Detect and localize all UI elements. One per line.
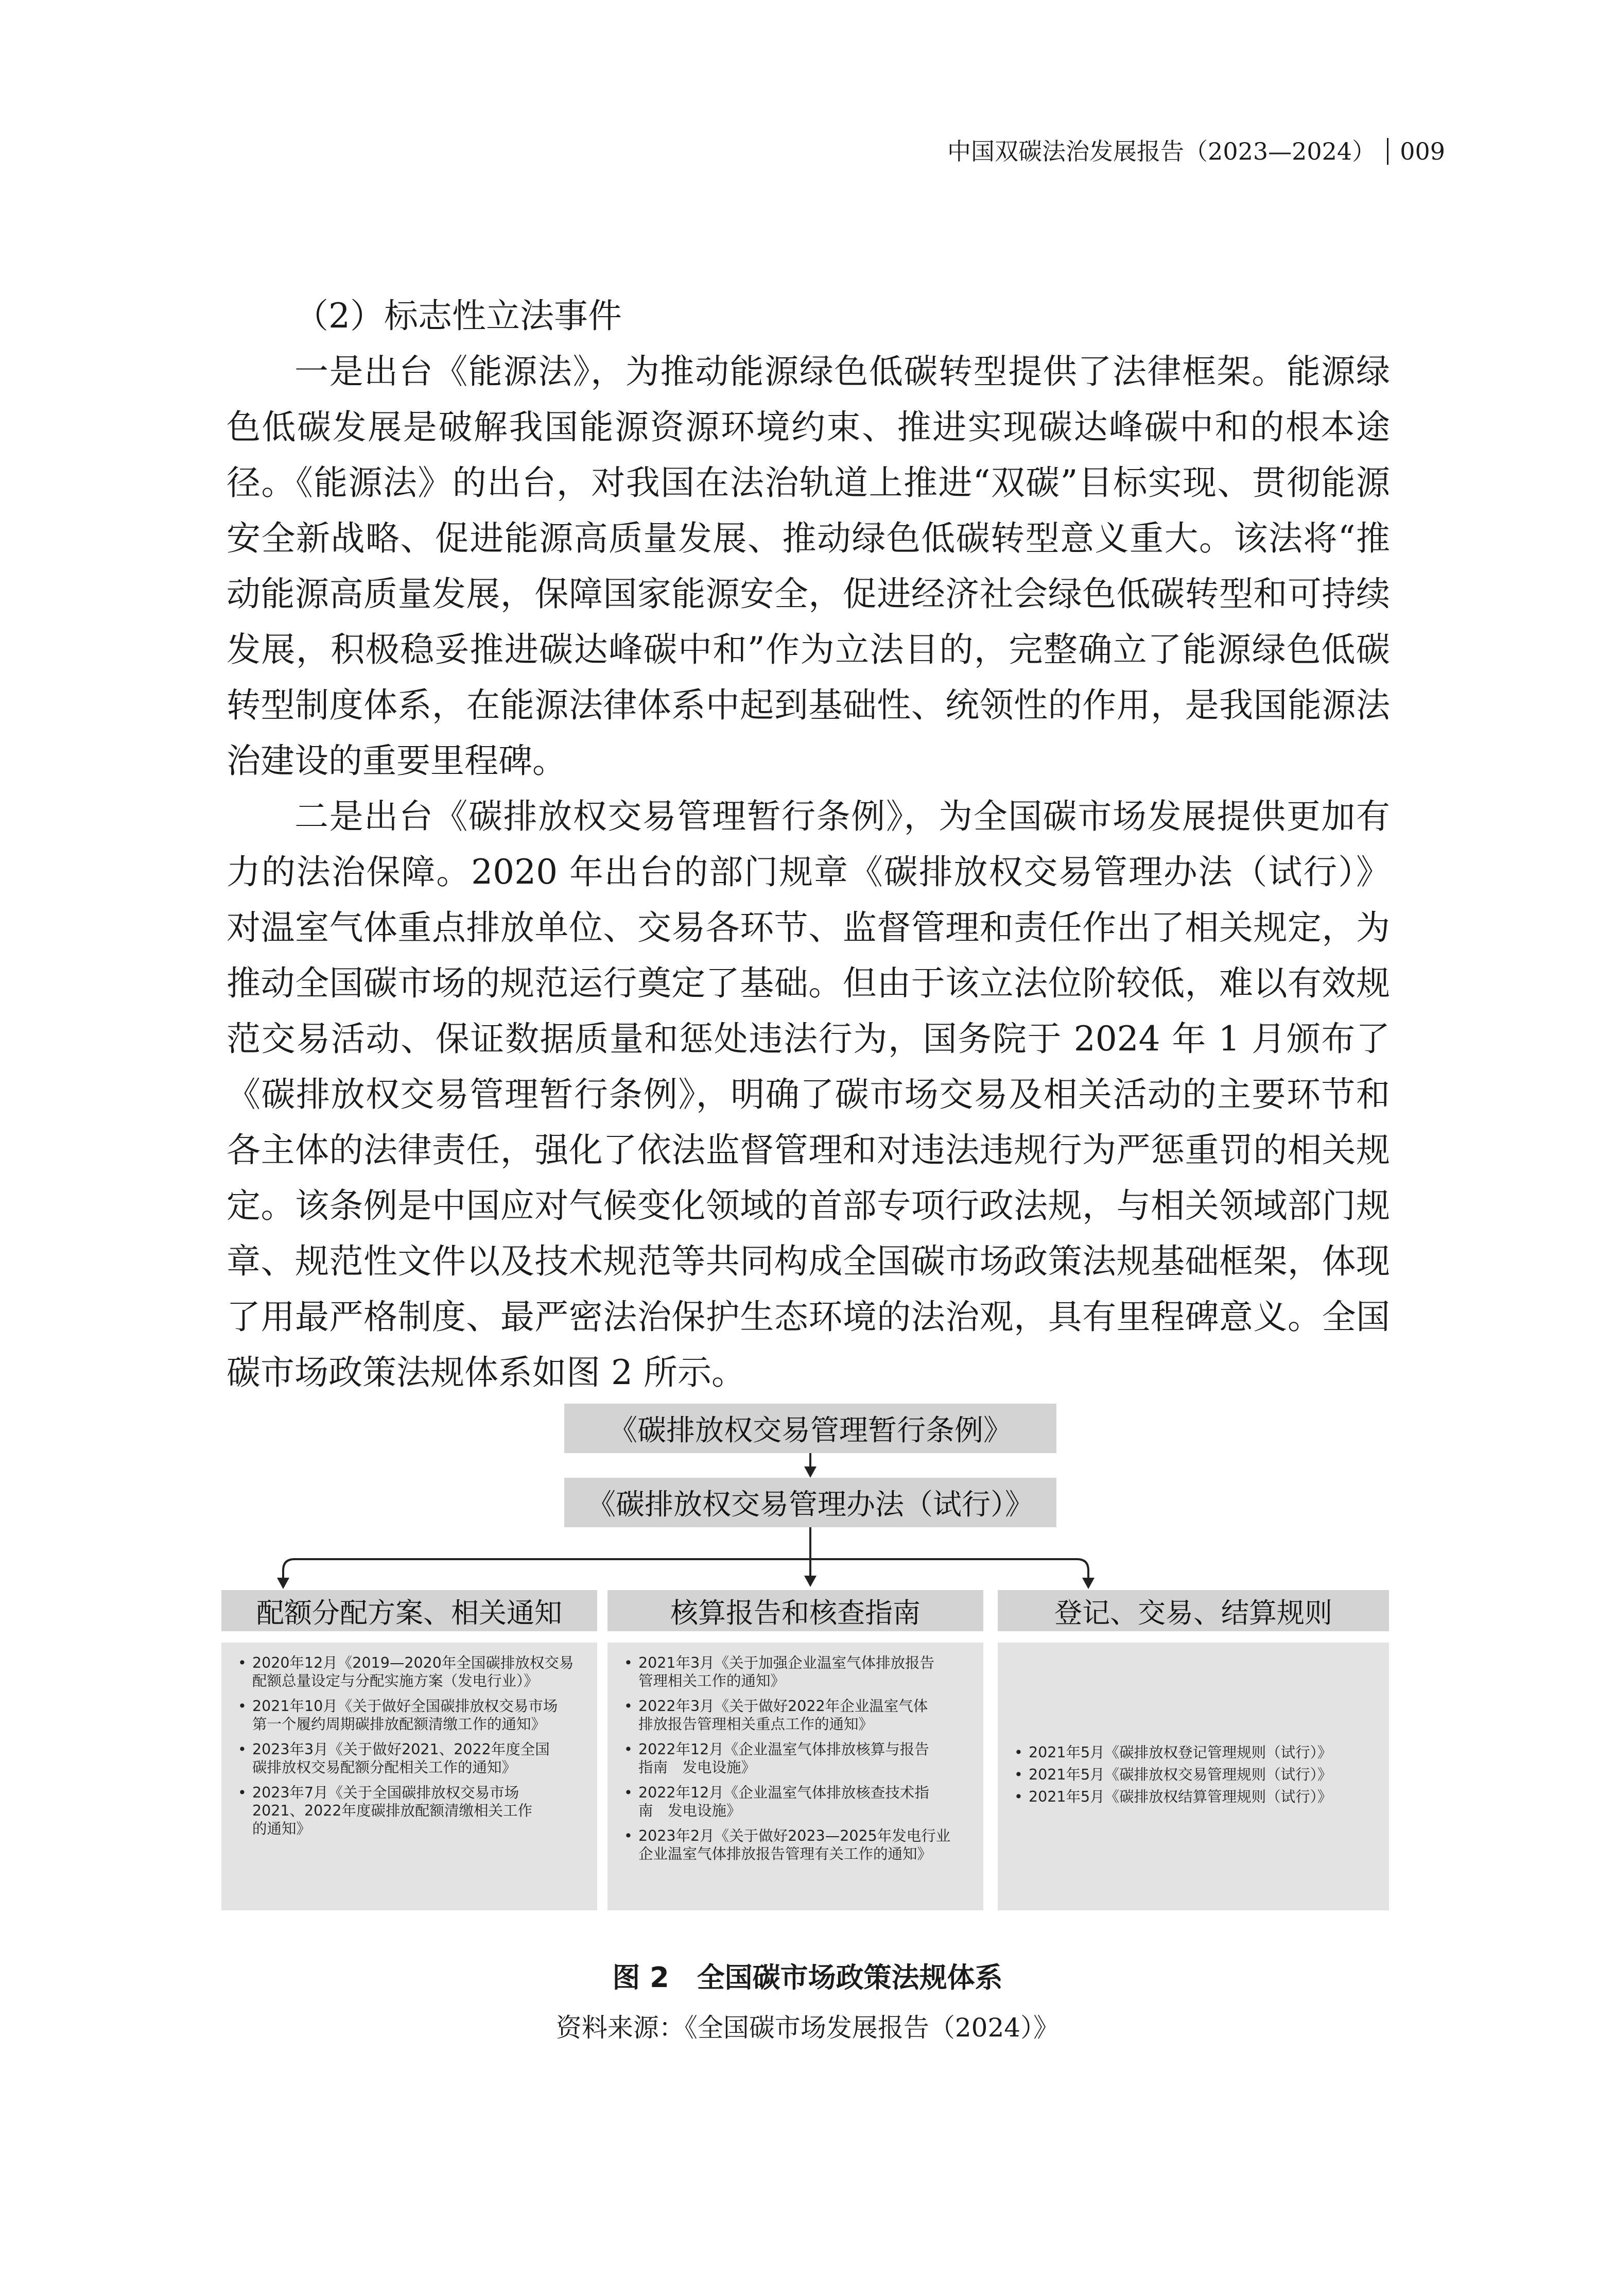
header-divider — [1387, 138, 1388, 165]
figure-caption: 图 2 全国碳市场政策法规体系 — [612, 1961, 1003, 1994]
list-item: • 2022年12月《企业温室气体排放核查技术指 南 发电设施》 — [621, 1784, 970, 1820]
body-text — [227, 288, 1390, 1401]
regulation-box: 《碳排放权交易管理暂行条例》 — [564, 1404, 1056, 1453]
category-allocation: 配额分配方案、相关通知 — [221, 1590, 597, 1631]
policy-framework-figure — [221, 1390, 1395, 1936]
running-header — [947, 138, 1445, 165]
section-heading: （2）标志性立法事件 — [294, 296, 622, 336]
list-item: • 2023年7月《关于全国碳排放权交易市场 2021、2022年度碳排放配额清缴相关工作 的通知》 — [235, 1784, 584, 1838]
list-item: • 2023年3月《关于做好2021、2022年度全国 碳排放权交易配额分配相关工作的通知》 — [235, 1740, 584, 1776]
list-item: • 2023年2月《关于做好2023—2025年发电行业 企业温室气体排放报告管理有关工作的通知》 — [621, 1827, 970, 1863]
paragraph-carbon-regulation: 二是出台《碳排放权交易管理暂行条例》，为全国碳市场发展提供更加有力的法治保障。2020 年出台的部门规章《碳排放权交易管理办法（试行）》对温室气体重点排放单位、交易各环节、监督管理和责任作出了相关规定，为推动全国碳市场的规范运行奠定了基础。但由于该立法位阶较低，难以有效规范交易活动、保证数据质量和惩处违法行为，国务院于 2024 年 1 月颁布了《碳排放权交易管理暂行条例》，明确了碳市场交易及相关活动的主要环节和各主体的法律责任，强化了依法监督管理和对违法违规行为严惩重罚的相关规定。该条例是中国应对气候变化领域的首部专项行政法规，与相关领域部门规章、规范性文件以及技术规范等共同构成全国碳市场政策法规基础框架，体现了用最严格制度、最严密法治保护生态环境的法治观，具有里程碑意义。全国碳市场政策法规体系如图 2 所示。 — [227, 797, 1390, 1392]
list-item: • 2021年3月《关于加强企业温室气体排放报告 管理相关工作的通知》 — [621, 1654, 970, 1690]
page-number: 009 — [1400, 137, 1445, 165]
list-item: • 2022年3月《关于做好2022年企业温室气体 排放报告管理相关重点工作的通知》 — [621, 1697, 970, 1733]
list-item: • 2020年12月《2019—2020年全国碳排放权交易 配额总量设定与分配实施方案（发电行业）》 — [235, 1654, 584, 1690]
allocation-list — [221, 1643, 597, 1910]
list-item: • 2021年5月《碳排放权交易管理规则（试行）》 — [1011, 1766, 1376, 1784]
registration-list — [998, 1643, 1389, 1910]
paragraph-energy-law: 一是出台《能源法》，为推动能源绿色低碳转型提供了法律框架。能源绿色低碳发展是破解我国能源资源环境约束、推进实现碳达峰碳中和的根本途径。《能源法》的出台，对我国在法治轨道上推进“双碳”目标实现、贯彻能源安全新战略、促进能源高质量发展、推动绿色低碳转型意义重大。该法将“推动能源高质量发展，保障国家能源安全，促进经济社会绿色低碳转型和可持续发展，积极稳妥推进碳达峰碳中和”作为立法目的，完整确立了能源绿色低碳转型制度体系，在能源法律体系中起到基础性、统领性的作用，是我国能源法治建设的重要里程碑。 — [227, 352, 1390, 781]
figure-source: 资料来源：《全国碳市场发展报告（2024）》 — [555, 2013, 1060, 2043]
list-item: • 2021年10月《关于做好全国碳排放权交易市场 第一个履约周期碳排放配额清缴工作的通知》 — [235, 1697, 584, 1733]
list-item: • 2021年5月《碳排放权结算管理规则（试行）》 — [1011, 1788, 1376, 1806]
report-title: 中国双碳法治发展报告（2023—2024） — [947, 137, 1376, 165]
list-item: • 2022年12月《企业温室气体排放核算与报告 指南 发电设施》 — [621, 1740, 970, 1776]
accounting-list — [607, 1643, 983, 1910]
category-registration: 登记、交易、结算规则 — [998, 1590, 1389, 1631]
measures-box: 《碳排放权交易管理办法（试行）》 — [564, 1478, 1056, 1527]
list-item: • 2021年5月《碳排放权登记管理规则（试行）》 — [1011, 1743, 1376, 1762]
category-accounting: 核算报告和核查指南 — [607, 1590, 983, 1631]
